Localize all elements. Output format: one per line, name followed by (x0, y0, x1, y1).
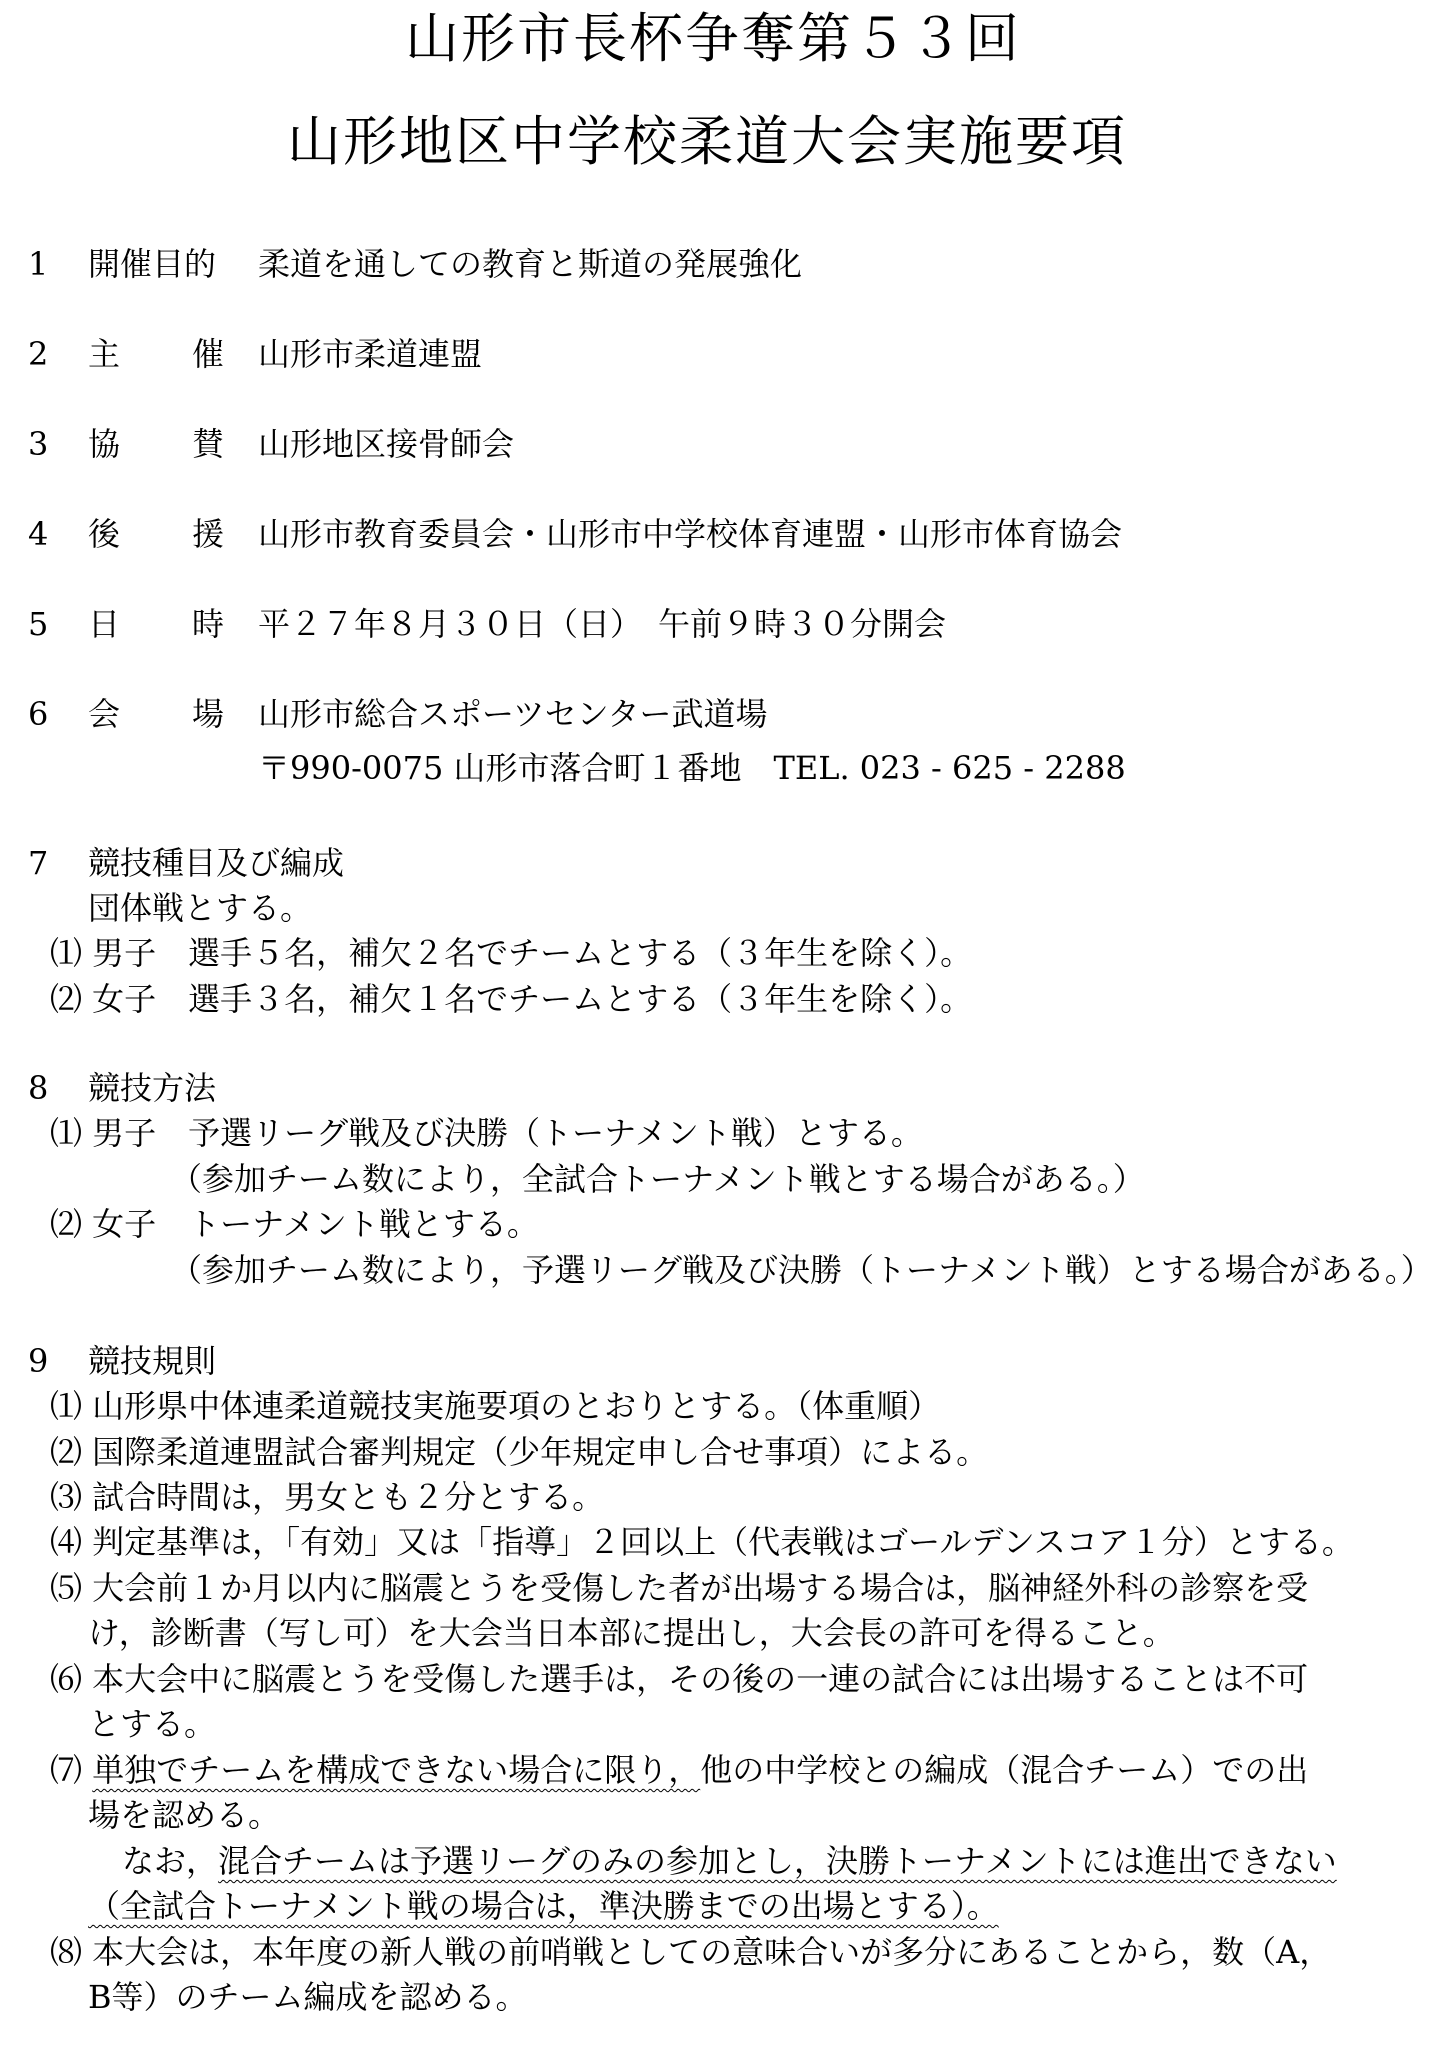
section-9-rule-1: ⑴ 山形県中体連柔道競技実施要項のとおりとする。（体重順） (50, 1387, 941, 1425)
section-9-heading: 競技規則 (88, 1342, 217, 1380)
section-8-number: 8 (28, 1069, 49, 1107)
item-1-number: 1 (28, 245, 49, 283)
section-9-number: 9 (28, 1342, 49, 1380)
item-5-number: 5 (28, 605, 49, 643)
section-7-number: 7 (28, 844, 49, 882)
rule-7-note-underlined: 混合チームは予選リーグのみの参加とし，決勝トーナメントには進出できない (218, 1842, 1337, 1880)
item-3-label-a: 協 (88, 425, 121, 463)
item-6-value: 山形市総合スポーツセンター武道場 (258, 695, 768, 733)
section-9-rule-6: ⑹ 本大会中に脳震とうを受傷した選手は，その後の一連の試合には出場することは不可 (50, 1660, 1309, 1698)
item-3-value: 山形地区接骨師会 (258, 425, 515, 463)
item-6-number: 6 (28, 695, 49, 733)
item-1-value: 柔道を通しての教育と斯道の発展強化 (258, 245, 803, 283)
item-2-value: 山形市柔道連盟 (258, 335, 483, 373)
section-8-line-4: （参加チーム数により，予選リーグ戦及び決勝（トーナメント戦）とする場合がある。） (170, 1251, 1433, 1289)
section-7-line-1: ⑴ 男子 選手５名，補欠２名でチームとする（３年生を除く）。 (50, 934, 973, 972)
section-9-rule-7-note (122, 1842, 1337, 1880)
rule-7-note-prefix: なお， (122, 1842, 219, 1880)
section-9-rule-6-cont: とする。 (88, 1705, 217, 1743)
item-4-label-a: 後 (88, 515, 121, 553)
rule-7-rest: 他の中学校との編成（混合チーム）での出 (700, 1751, 1309, 1789)
item-3-label-b: 賛 (192, 425, 225, 463)
section-9-rule-7 (50, 1751, 1309, 1789)
item-4-label-b: 援 (192, 515, 225, 553)
section-8-line-3: ⑵ 女子 トーナメント戦とする。 (50, 1205, 539, 1243)
section-7-heading: 競技種目及び編成 (88, 844, 345, 882)
section-8-line-1: ⑴ 男子 予選リーグ戦及び決勝（トーナメント戦）とする。 (50, 1114, 923, 1152)
item-4-number: 4 (28, 515, 49, 553)
item-6-address: 〒990-0075 山形市落合町１番地 TEL. 023 - 625 - 2288 (258, 749, 1126, 787)
section-8-heading: 競技方法 (88, 1069, 217, 1107)
section-9-rule-7-cont: 場を認める。 (88, 1796, 281, 1834)
section-9-rule-8: ⑻ 本大会は，本年度の新人戦の前哨戦としての意味合いが多分にあることから，数（A， (50, 1933, 1332, 1971)
section-7-line-2: ⑵ 女子 選手３名，補欠１名でチームとする（３年生を除く）。 (50, 980, 973, 1018)
rule-7-prefix: ⑺ (50, 1751, 93, 1789)
item-1-label: 開催目的 (88, 245, 217, 283)
section-9-rule-5: ⑸ 大会前１か月以内に脳震とうを受傷した者が出場する場合は，脳神経外科の診察を受 (50, 1569, 1309, 1607)
item-5-value: 平２７年８月３０日（日） 午前９時３０分開会 (258, 605, 947, 643)
item-5-label-b: 時 (192, 605, 225, 643)
item-2-label-b: 催 (192, 335, 225, 373)
section-9-rule-3: ⑶ 試合時間は，男女とも２分とする。 (50, 1478, 605, 1516)
section-9-rule-2: ⑵ 国際柔道連盟試合審判規定（少年規定申し合せ事項）による。 (50, 1433, 989, 1471)
item-5-label-a: 日 (88, 605, 121, 643)
rule-7-underlined-text: 単独でチームを構成できない場合に限り， (92, 1751, 701, 1789)
section-9-rule-8-cont: B等）のチーム編成を認める。 (88, 1978, 528, 2016)
item-3-number: 3 (28, 425, 49, 463)
section-9-rule-7-note-cont: （全試合トーナメント戦の場合は，準決勝までの出場とする）。 (88, 1887, 999, 1925)
item-2-label-a: 主 (88, 335, 121, 373)
item-6-label-b: 場 (192, 695, 225, 733)
section-7-intro: 団体戦とする。 (88, 889, 313, 927)
item-6-label-a: 会 (88, 695, 121, 733)
page-title-line1: 山形市長杯争奪第５３回 (405, 7, 1021, 70)
section-8-line-2: （参加チーム数により，全試合トーナメント戦とする場合がある。） (170, 1160, 1145, 1198)
page-title-line2: 山形地区中学校柔道大会実施要項 (287, 110, 1127, 173)
section-9-rule-5-cont: け，診断書（写し可）を大会当日本部に提出し，大会長の許可を得ること。 (88, 1614, 1175, 1652)
item-4-value: 山形市教育委員会・山形市中学校体育連盟・山形市体育協会 (258, 515, 1123, 553)
section-9-rule-4: ⑷ 判定基準は，「有効」又は「指導」２回以上（代表戦はゴールデンスコア１分）とする。 (50, 1523, 1354, 1561)
item-2-number: 2 (28, 335, 49, 373)
